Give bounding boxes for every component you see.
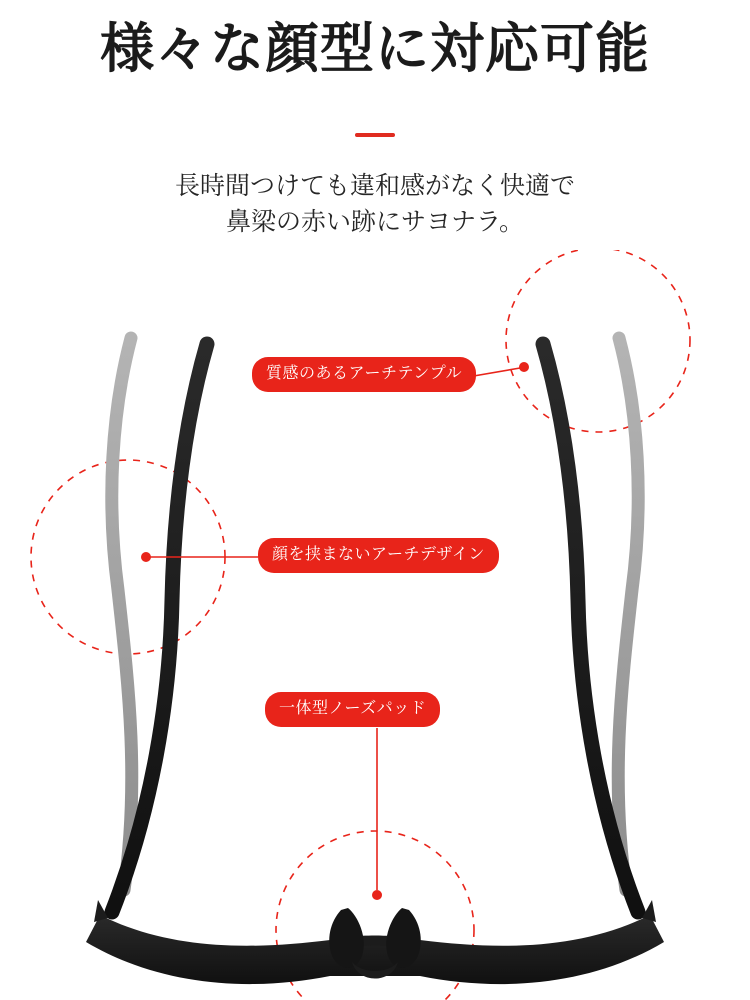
callout-label-temple: 質感のあるアーチテンプル bbox=[252, 357, 476, 392]
temple-arm-grey-left bbox=[112, 338, 132, 890]
temple-arm-grey-right bbox=[618, 338, 638, 890]
callout-label-arch: 顔を挟まないアーチデザイン bbox=[258, 538, 499, 573]
highlight-circle-temple-right bbox=[506, 250, 690, 432]
page-title: 様々な顔型に対応可能 bbox=[100, 19, 650, 79]
nose-pad-left bbox=[329, 908, 364, 968]
leader-dot-nose bbox=[372, 890, 382, 900]
callout-label-nose: 一体型ノーズパッド bbox=[265, 692, 440, 727]
subtitle-line-1: 長時間つけても違和感がなく快適で bbox=[174, 172, 575, 200]
leader-dot-arch bbox=[141, 552, 151, 562]
title-divider bbox=[355, 133, 395, 137]
subtitle bbox=[0, 168, 750, 241]
leader-dot-temple bbox=[519, 362, 529, 372]
subtitle-line-2: 鼻梁の赤い跡にサヨナラ。 bbox=[225, 208, 524, 237]
nose-pad-right bbox=[386, 908, 421, 968]
